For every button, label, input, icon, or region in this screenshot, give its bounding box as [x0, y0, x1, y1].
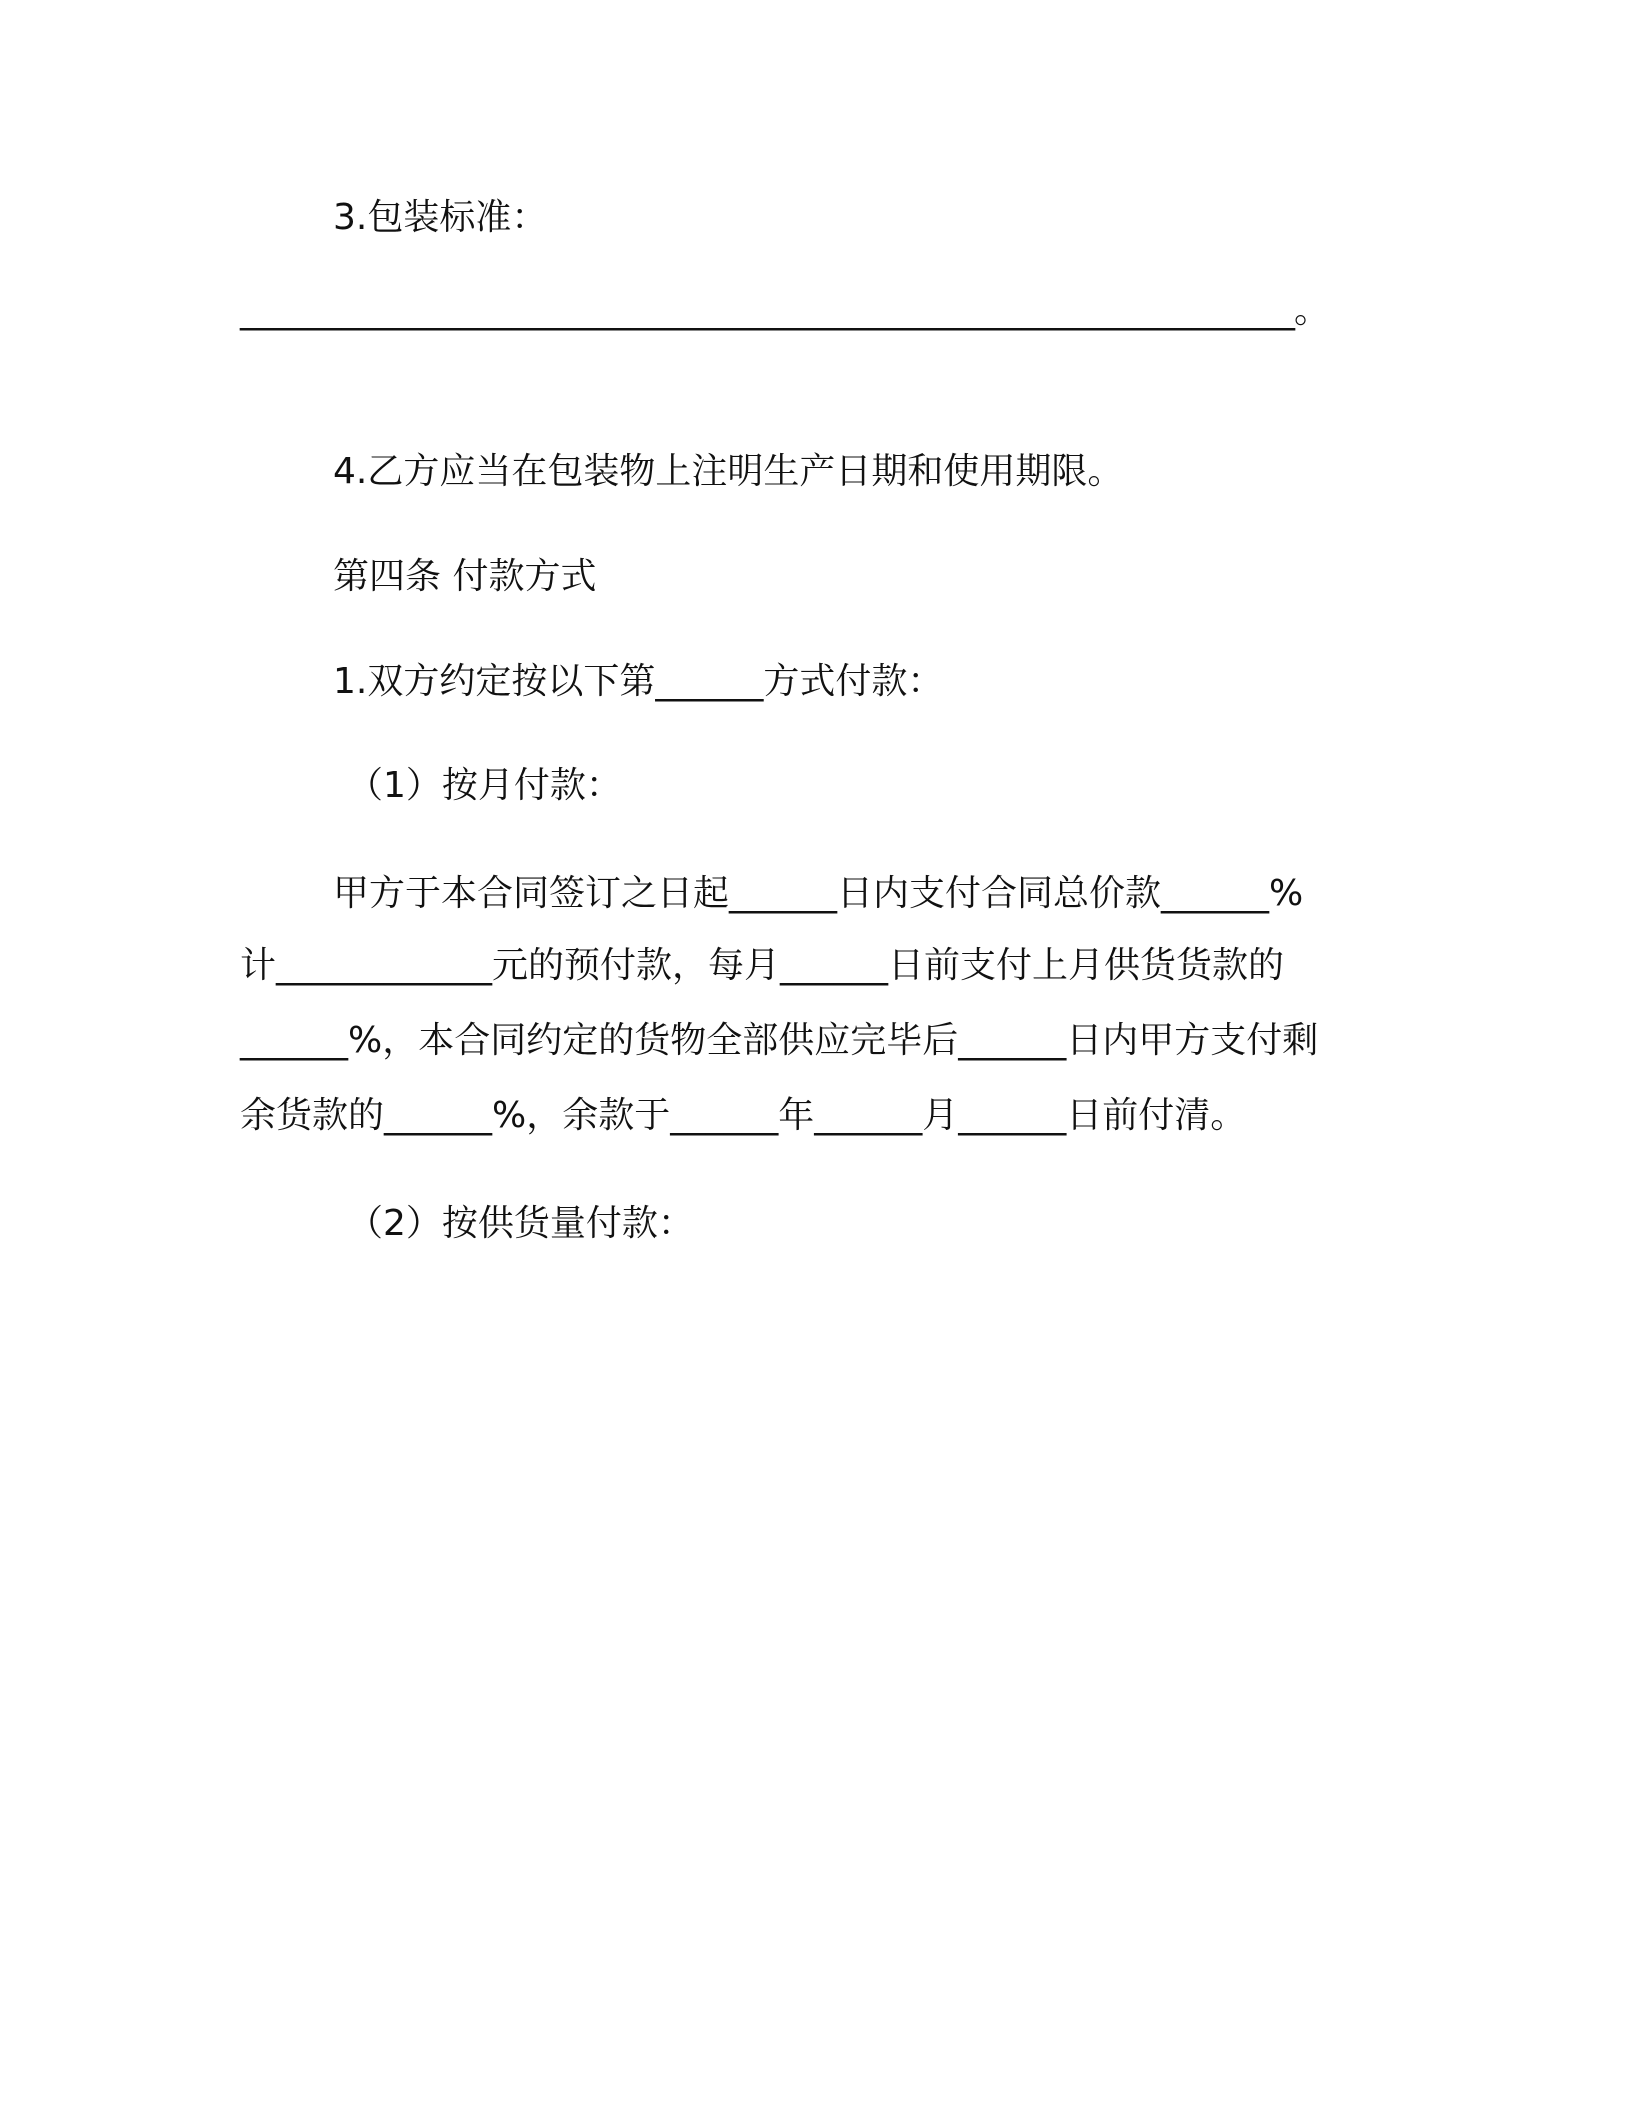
monthly-payment-paragraph-line-1: 甲方于本合同签订之日起______日内支付合同总价款______% — [333, 873, 1304, 914]
monthly-payment-heading: （1）按月付款： — [347, 765, 622, 806]
monthly-payment-paragraph-line-2: 计____________元的预付款，每月______日前支付上月供货货款的 — [240, 945, 1285, 986]
packaging-standard-blank-line: ______________________________________________________________。 — [240, 290, 1329, 331]
payment-method-clause: 1.双方约定按以下第______方式付款： — [333, 661, 944, 702]
monthly-payment-paragraph-line-4: 余货款的______%，余款于______年______月______日前付清。 — [240, 1095, 1247, 1136]
article-4-heading: 第四条 付款方式 — [333, 556, 597, 597]
monthly-payment-paragraph-line-3: ______%，本合同约定的货物全部供应完毕后______日内甲方支付剩 — [240, 1020, 1319, 1061]
packaging-standard-heading: 3.包装标准： — [333, 197, 548, 238]
quantity-payment-heading: （2）按供货量付款： — [347, 1203, 694, 1244]
clause-4-text: 4.乙方应当在包装物上注明生产日期和使用期限。 — [333, 451, 1124, 492]
